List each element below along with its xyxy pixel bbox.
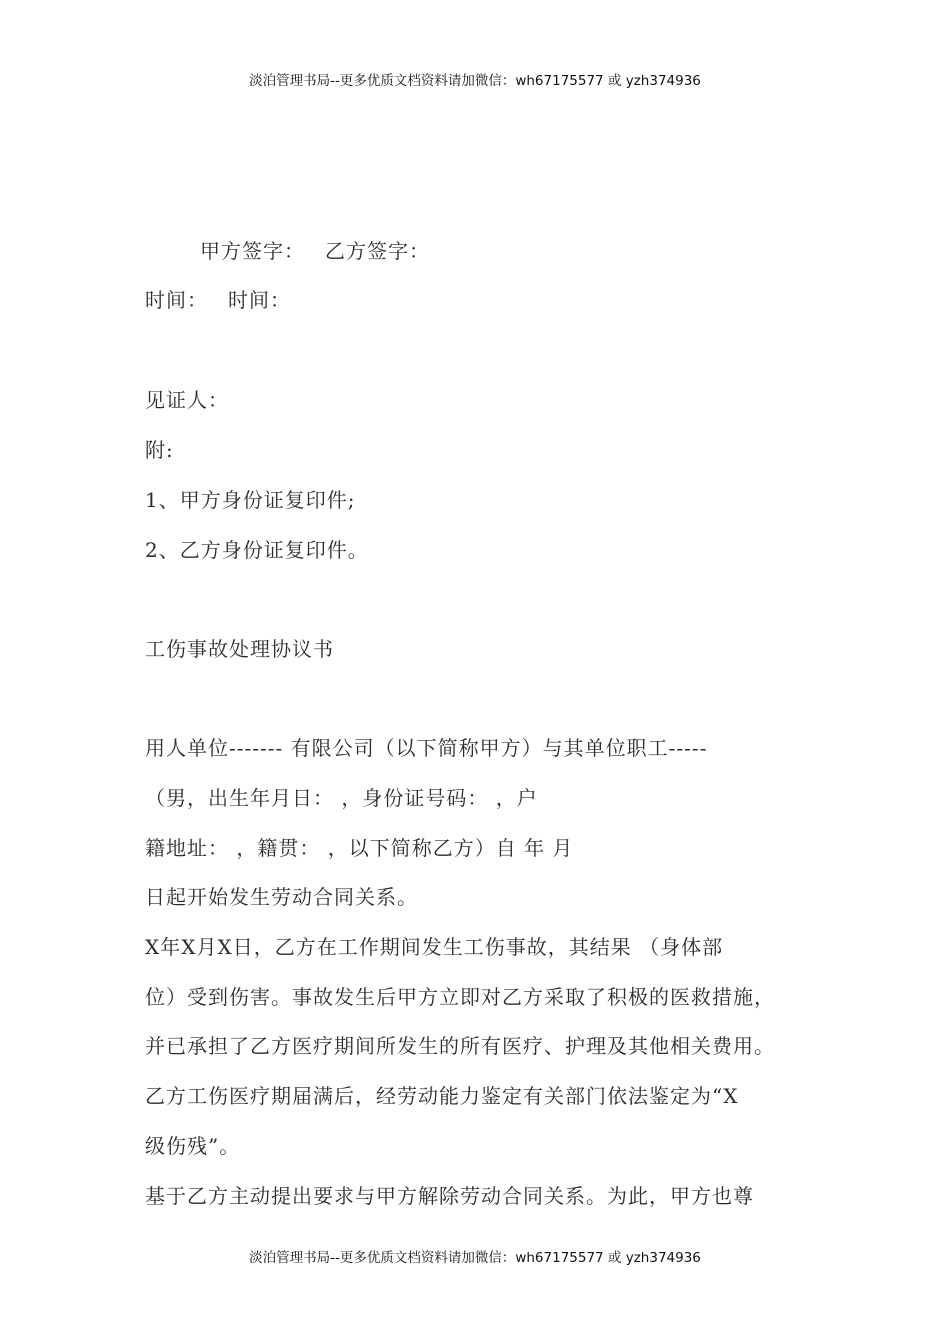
page-header: 淡泊管理书局--更多优质文档资料请加微信：wh67175577 或 yzh374936 (249, 73, 701, 89)
time-row (145, 287, 835, 313)
body-line: 级伤残”。 (145, 1134, 241, 1158)
body-line: X年X月X日，乙方在工作期间发生工伤事故，其结果 （身体部 (145, 935, 724, 959)
party-b-sign-label: 乙方签字： (325, 239, 430, 263)
body-line: （男，出生年月日： ，身份证号码： ，户 (145, 786, 538, 810)
body-line: 日起开始发生劳动合同关系。 (145, 885, 418, 909)
party-a-sign-label: 甲方签字： (200, 239, 305, 263)
body-line: 籍地址： ，籍贯： ，以下简称乙方）自 年 月 (145, 836, 574, 860)
attachment-item-2: 2、乙方身份证复印件。 (145, 538, 369, 562)
body-line: 并已承担了乙方医疗期间所发生的所有医疗、护理及其他相关费用。 (145, 1034, 775, 1058)
time-a-label: 时间： (145, 288, 208, 312)
body-line: 乙方工伤医疗期届满后，经劳动能力鉴定有关部门依法鉴定为“X (145, 1084, 739, 1108)
body-line: 用人单位------- 有限公司（以下简称甲方）与其单位职工----- (145, 736, 708, 760)
attachments-label: 附: (145, 438, 174, 462)
document-title: 工伤事故处理协议书 (145, 637, 334, 661)
signature-row (200, 238, 890, 264)
body-line: 位）受到伤害。事故发生后甲方立即对乙方采取了积极的医救措施， (145, 985, 775, 1009)
witness-label: 见证人： (145, 388, 229, 412)
time-b-label: 时间： (228, 288, 291, 312)
body-line: 基于乙方主动提出要求与甲方解除劳动合同关系。为此，甲方也尊 (145, 1184, 754, 1208)
page-footer: 淡泊管理书局--更多优质文档资料请加微信：wh67175577 或 yzh374936 (249, 1250, 701, 1266)
attachment-item-1: 1、甲方身份证复印件; (145, 488, 356, 512)
